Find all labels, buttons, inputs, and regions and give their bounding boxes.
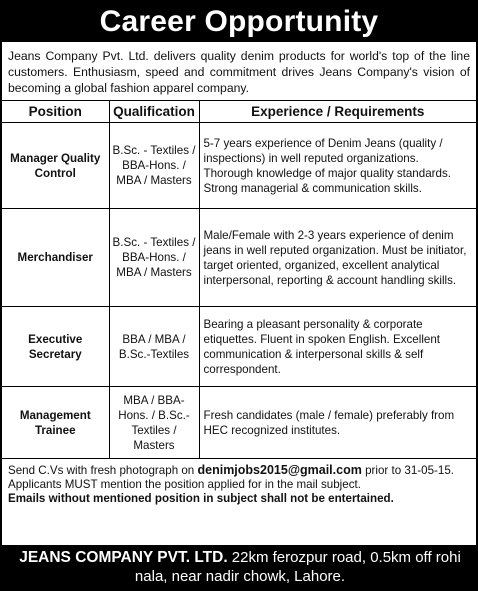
footer-banner	[2, 545, 476, 589]
position-cell: Merchandiser	[2, 209, 109, 307]
table-row	[2, 307, 476, 387]
experience-cell: 5-7 years experience of Denim Jeans (quality / inspections) in well reputed organizations. Thorough knowledge of major quality standards. Strong managerial & communication skills.	[199, 123, 476, 209]
experience-cell: Fresh candidates (male / female) preferably from HEC recognized institutes.	[199, 387, 476, 459]
column-header-position: Position	[2, 101, 109, 123]
email-address[interactable]: denimjobs2015@gmail.com	[197, 463, 362, 477]
qualification-cell: B.Sc. - Textiles / BBA-Hons. / MBA / Masters	[109, 123, 199, 209]
qualification-cell: B.Sc. - Textiles / BBA-Hons. / MBA / Masters	[109, 209, 199, 307]
table-header-row	[2, 101, 476, 123]
send-instruction-suffix: prior to 31-05-15. Applicants MUST mention the position applied for in the mail subject.	[8, 464, 454, 491]
table-row	[2, 387, 476, 459]
qualification-cell: BBA / MBA / B.Sc.-Textiles	[109, 307, 199, 387]
experience-cell: Male/Female with 2-3 years experience of denim jeans in well reputed organization. Must be initiator, target oriented, organized, excellent analytical interpersonal, reporting & account handling skills.	[199, 209, 476, 307]
page-title: Career Opportunity	[99, 5, 379, 38]
position-cell: Manager Quality Control	[2, 123, 109, 209]
company-name: JEANS COMPANY PVT. LTD.	[19, 549, 228, 566]
table-row	[2, 209, 476, 307]
warning-text: Emails without mentioned position in subject shall not be entertained.	[8, 492, 394, 505]
position-cell: Executive Secretary	[2, 307, 109, 387]
table-row	[2, 123, 476, 209]
experience-cell: Bearing a pleasant personality & corporate etiquettes. Fluent in spoken English. Excellent communication & interpersonal skills & self correspondent.	[199, 307, 476, 387]
position-cell: Management Trainee	[2, 387, 109, 459]
intro-paragraph: Jeans Company Pvt. Ltd. delivers quality denim products for world's top of the line customers. Enthusiasm, speed and commitment drives Jeans Company's vision of becoming a global fashion apparel company.	[8, 49, 470, 95]
positions-table	[2, 100, 476, 459]
column-header-experience: Experience / Requirements	[199, 101, 476, 123]
company-address: 22km ferozpur road, 0.5km off rohi nala, near nadir chowk, Lahore.	[134, 549, 461, 585]
application-instructions	[2, 459, 476, 506]
send-instruction-prefix: Send C.Vs with fresh photograph on	[8, 464, 195, 477]
column-header-qualification: Qualification	[109, 101, 199, 123]
header-banner	[2, 2, 476, 42]
qualification-cell: MBA / BBA-Hons. / B.Sc.-Textiles / Masters	[109, 387, 199, 459]
